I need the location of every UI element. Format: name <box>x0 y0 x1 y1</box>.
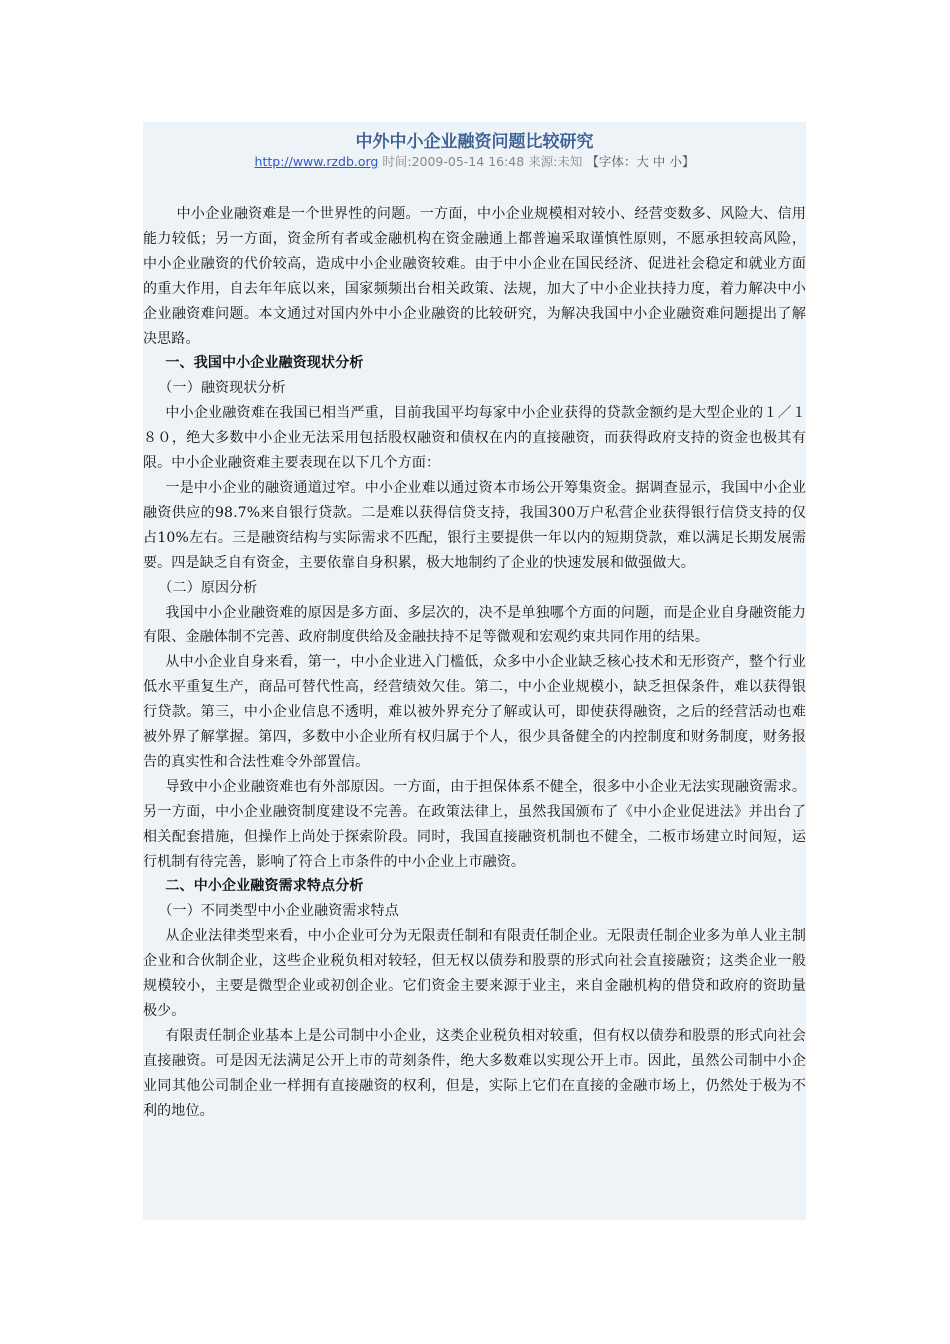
paragraph: 一是中小企业的融资通道过窄。中小企业难以通过资本市场公开筹集资金。据调查显示，我国中小企业融资供应的98.7%来自银行贷款。二是难以获得信贷支持，我国300万户私营企业获得银行信贷支持的仅占10%左右。三是融资结构与实际需求不匹配，银行主要提供一年以内的短期贷款，难以满足长期发展需要。四是缺乏自有资金，主要依靠自身积累，极大地制约了企业的快速发展和做强做大。 <box>143 479 806 571</box>
article-title: 中外中小企业融资问题比较研究 <box>355 132 594 152</box>
paragraph: 导致中小企业融资难也有外部原因。一方面，由于担保体系不健全，很多中小企业无法实现融资需求。另一方面，中小企业融资制度建设不完善。在政策法律上，虽然我国颁布了《中小企业促进法》并出台了相关配套措施，但操作上尚处于探索阶段。同时，我国直接融资机制也不健全，二板市场建立时间短，运行机制有待完善，影响了符合上市条件的中小企业上市融资。 <box>143 778 806 870</box>
subsection-heading-2-1: （一）不同类型中小企业融资需求特点 <box>158 903 399 920</box>
font-size-open: 【字体： <box>586 154 637 169</box>
subsection-heading-1-2: （二）原因分析 <box>158 579 258 596</box>
paragraph: 从企业法律类型来看，中小企业可分为无限责任制和有限责任制企业。无限责任制企业多为单人业主制企业和合伙制企业，这些企业税负相对较轻，但无权以债券和股票的形式向社会直接融资；这类企业一般规模较小，主要是微型企业或初创企业。它们资金主要来源于业主，来自金融机构的借贷和政府的资助量极少。 <box>143 928 806 1019</box>
font-size-large-button[interactable]: 大 <box>636 154 649 169</box>
article-body <box>143 202 806 1124</box>
paragraph: 从中小企业自身来看，第一，中小企业进入门槛低，众多中小企业缺乏核心技术和无形资产，整个行业低水平重复生产，商品可替代性高，经营绩效欠佳。第二，中小企业规模小，缺乏担保条件，难以获得银行贷款。第三，中小企业信息不透明，难以被外界充分了解或认可，即使获得融资，之后的经营活动也难被外界了解掌握。第四，多数中小企业所有权归属于个人，很少具备健全的内控制度和财务制度，财务报告的真实性和合法性难令外部置信。 <box>143 654 806 770</box>
font-size-close: 】 <box>681 154 695 169</box>
publish-time: 时间:2009-05-14 16:48 <box>382 154 525 169</box>
section-heading-1: 一、我国中小企业融资现状分析 <box>165 355 364 372</box>
source-label: 来源:未知 <box>528 154 583 169</box>
font-size-medium-button[interactable]: 中 <box>652 154 666 169</box>
subsection-heading-1-1: （一）融资现状分析 <box>158 380 286 397</box>
paragraph-intro: 中小企业融资难是一个世界性的问题。一方面，中小企业规模相对较小、经营变数多、风险大、信用能力较低；另一方面，资金所有者或金融机构在资金融通上都普遍采取谨慎性原则，不愿承担较高风险，中小企业融资的代价较高，造成中小企业融资较难。由于中小企业在国民经济、促进社会稳定和就业方面的重大作用，自去年年底以来，国家频频出台相关政策、法规，加大了中小企业扶持力度，着力解决中小企业融资难问题。本文通过对国内外中小企业融资的比较研究，为解决我国中小企业融资难问题提出了解决思路。 <box>143 206 806 347</box>
source-link[interactable]: http://www.rzdb.org <box>254 154 379 169</box>
font-size-small-button[interactable]: 小 <box>669 154 682 169</box>
paragraph: 中小企业融资难在我国已相当严重，目前我国平均每家中小企业获得的贷款金额约是大型企业的１／１８０，绝大多数中小企业无法采用包括股权融资和债权在内的直接融资，而获得政府支持的资金也极其有限。中小企业融资难主要表现在以下几个方面： <box>143 405 806 472</box>
font-size-selector <box>586 154 694 169</box>
paragraph: 有限责任制企业基本上是公司制中小企业，这类企业税负相对较重，但有权以债券和股票的形式向社会直接融资。可是因无法满足公开上市的苛刻条件，绝大多数难以实现公开上市。因此，虽然公司制中小企业同其他公司制企业一样拥有直接融资的权利，但是，实际上它们在直接的金融市场上，仍然处于极为不利的地位。 <box>143 1027 806 1119</box>
paragraph: 我国中小企业融资难的原因是多方面、多层次的，决不是单独哪个方面的问题，而是企业自身融资能力有限、金融体制不完善、政府制度供给及金融扶持不足等微观和宏观约束共同作用的结果。 <box>143 604 806 646</box>
article-panel <box>143 122 806 1220</box>
article-meta <box>143 152 806 170</box>
section-heading-2: 二、中小企业融资需求特点分析 <box>165 878 364 895</box>
